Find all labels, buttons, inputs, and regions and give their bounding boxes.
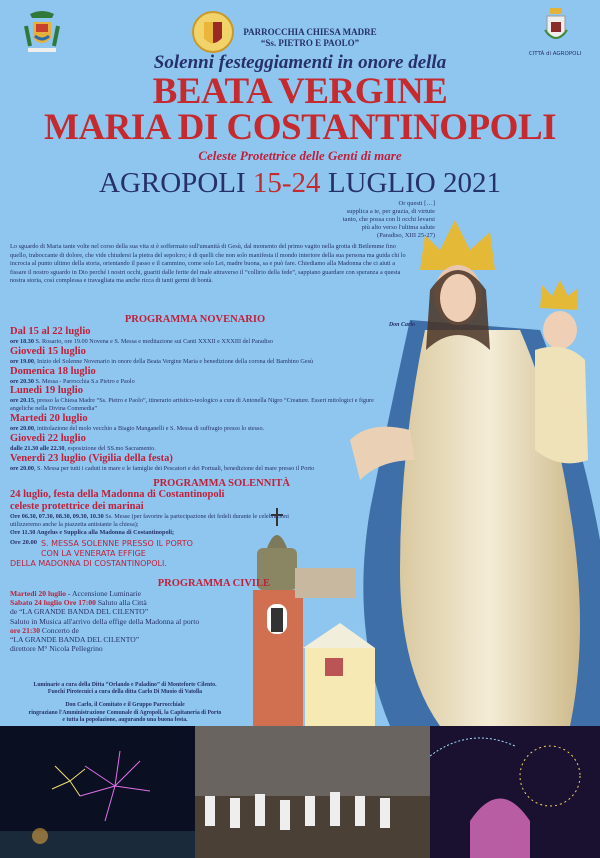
credits-line: e tutta la popolazione, augurando una buona festa. bbox=[62, 716, 188, 723]
title-line-2: MARIA DI COSTANTINOPOLI bbox=[43, 107, 557, 148]
dante-quote bbox=[250, 200, 435, 240]
subtitle: Solenni festeggiamenti in onore della bbox=[153, 52, 447, 73]
novenario-text: , intitolazione del molo vecchio a Biagio Manganelli e S. Messa di suffragio presso lo stesso. bbox=[33, 424, 265, 432]
novenario-item bbox=[10, 366, 380, 386]
novenario-time: ore 20.15 bbox=[10, 397, 34, 405]
title-tagline: Celeste Protettrice delle Genti di mare bbox=[198, 148, 402, 163]
novenario-detail bbox=[10, 465, 380, 473]
novenario-item bbox=[10, 326, 380, 346]
quote-line: Or questi […] bbox=[398, 200, 435, 207]
intro-paragraph: Lo sguardo di Maria tante volte nel corso della sua vita si è soffermato sull'umanità di Gesù, dal momento del primo vagito nella grotta di Betlemme fino quello, traboccante di dolore, che vide chiudersi la pietra del sepolcro; è di quelli che non solo manifesta il mondo interiore della sua persona ma guida chi lo incrocia al punto ultimo della storia, orientando il passo e il cammino, come solo Lei, madre buona, sa e può fare. Chiediamo alla Madonna che ci aiuti a fissare il nostro sguardo in Dio perché i nostri occhi, guariti dalle ferite del male attraverso il “collirio della fede”, sappiano guardare con speranza a questa nostra storia, così complessa e travagliata ma anche ricca di tanti germi di bontà. bbox=[10, 243, 406, 285]
parish-line-2: “Ss. PIETRO E PAOLO” bbox=[260, 38, 360, 48]
novenario-day: Venerdi 23 luglio (Vigilia della festa) bbox=[10, 452, 173, 464]
novenario-text: , Inizio del Solenne Novenario in onore della Beata Vergine Maria e benedizione della corona del Bambino Gesù bbox=[33, 357, 314, 365]
evening-mass bbox=[41, 539, 193, 559]
civile-date: ore 21:30 bbox=[10, 625, 41, 635]
novenario-section bbox=[10, 314, 380, 472]
event-dates bbox=[0, 167, 600, 199]
novenario-item bbox=[10, 346, 380, 366]
evening-line: DELLA MADONNA DI COSTANTINOPOLI. bbox=[10, 559, 167, 569]
solennita-heading: 24 luglio, festa della Madonna di Costantinopoli bbox=[10, 489, 225, 500]
novenario-time: dalle 21.30 alle 22.30 bbox=[10, 444, 65, 452]
civile-text: Concerto de bbox=[40, 625, 79, 635]
credits-line: ringraziano l'Amministrazione Comunale di Agropoli, la Capitaneria di Porto bbox=[28, 709, 222, 716]
novenario-item bbox=[10, 385, 380, 413]
masses-time: Ore 06.30, 07.30, 08.30, 09.30, 10.30 bbox=[10, 513, 104, 520]
civile-text: direttore M° Nicola Pellegrino bbox=[10, 644, 103, 654]
fireworks-photo bbox=[0, 726, 195, 858]
credits bbox=[10, 682, 240, 724]
date-range: 15-24 bbox=[252, 167, 321, 199]
novenario-time: ore 18.30 bbox=[10, 338, 34, 345]
novenario-detail bbox=[10, 338, 380, 346]
novenario-text: , presso la Chiesa Madre “Ss. Pietro e Paolo”, itinerario artistico-teologico a cura di Antonella Nigro “Creature. Esseri mitologici e figure angeliche nella Divina Commedia” bbox=[10, 397, 374, 413]
novenario-day: Giovedi 22 luglio bbox=[10, 432, 86, 444]
novenario-detail bbox=[10, 397, 380, 413]
evening-time: Ore 20.00 bbox=[10, 539, 37, 547]
novenario-text: S. Rosario, ore 19.00 Novena e S. Messa e meditazione sui Canti XXXII e XXXIII del Paradiso bbox=[33, 338, 273, 345]
civile-text: - Accensione Luminarie bbox=[66, 589, 141, 598]
quote-line: più alto verso l'ultima salute bbox=[361, 224, 435, 231]
parish-name bbox=[225, 27, 395, 49]
novenario-detail bbox=[10, 378, 380, 386]
signature: Don Carlo bbox=[388, 322, 415, 328]
photo-strip bbox=[0, 726, 600, 858]
novenario-day: Giovedi 15 luglio bbox=[10, 345, 86, 357]
quote-source: (Paradiso, XIII 25-27) bbox=[377, 232, 435, 239]
city-label: CITTÀ di AGROPOLI bbox=[528, 51, 582, 57]
city-coat-of-arms-icon bbox=[541, 6, 571, 48]
credits-line: Fuochi Pirotecnici a cura della ditta Carlo Di Muoio di Vatolla bbox=[47, 689, 203, 696]
quote-line: supplica a te, per grazia, di virtute bbox=[346, 208, 435, 215]
masses-text: Ss. Messe (per favorire la partecipazione dei fedeli durante le celebrazioni utilizzeremo anche la piazzetta antistante la chiesa); bbox=[10, 513, 289, 528]
evening-line: CON LA VENERATA EFFIGE bbox=[40, 549, 146, 559]
novenario-title: PROGRAMMA NOVENARIO bbox=[124, 314, 266, 325]
novenario-text: S. Messa - Parrocchia S.s Pietro e Paolo bbox=[33, 377, 135, 385]
band-photo bbox=[195, 726, 430, 858]
civile-date: Martedi 20 luglio bbox=[10, 589, 67, 598]
novenario-day: Martedi 20 luglio bbox=[10, 412, 88, 424]
novenario-detail bbox=[10, 358, 380, 366]
civile-section bbox=[10, 578, 270, 653]
novenario-day: Dal 15 al 22 luglio bbox=[10, 326, 91, 337]
novenario-day: Domenica 18 luglio bbox=[10, 365, 96, 377]
month-year: LUGLIO 2021 bbox=[327, 167, 501, 199]
parish-line-1: PARROCCHIA CHIESA MADRE bbox=[243, 27, 377, 37]
angelus-line: Ore 11.30 Angelus e Supplica alla Madonna di Costantinopoli; bbox=[10, 528, 175, 536]
civile-text: Saluto in Musica all'arrivo della effige della Madonna al porto bbox=[10, 616, 200, 626]
credits-line: Luminarie a cura della Ditta “Orlando e Paladino” di Monteforte Cilento. bbox=[33, 682, 217, 688]
civile-date: Sabato 24 luglio Ore 17:00 bbox=[10, 598, 96, 608]
title-line-1: BEATA VERGINE bbox=[152, 71, 448, 112]
luminarie-photo bbox=[430, 726, 600, 858]
diocese-coat-of-arms-icon bbox=[22, 8, 62, 58]
solennita-section bbox=[10, 478, 295, 569]
evening-line: S. MESSA SOLENNE PRESSO IL PORTO bbox=[40, 539, 193, 549]
novenario-time: ore 20.30 bbox=[10, 377, 34, 385]
place: AGROPOLI bbox=[99, 167, 246, 199]
novenario-detail bbox=[10, 445, 380, 453]
civile-text: de “LA GRANDE BANDA DEL CILENTO” bbox=[10, 607, 149, 617]
quote-line: tanto, che possa con li occhi levarsi bbox=[342, 216, 435, 223]
novenario-item bbox=[10, 433, 380, 453]
novenario-time: ore 19.00 bbox=[10, 357, 34, 365]
novenario-text: , esposizione del SS.mo Sacramento. bbox=[64, 444, 156, 452]
novenario-time: ore 20.00 bbox=[10, 464, 34, 472]
novenario-time: ore 20.00 bbox=[10, 424, 34, 432]
novenario-item bbox=[10, 413, 380, 433]
novenario-item bbox=[10, 453, 380, 473]
solennita-title: PROGRAMMA SOLENNITÀ bbox=[153, 478, 290, 489]
civile-text: Saluto alla Città bbox=[95, 598, 147, 608]
solennita-subheading: celeste protettrice dei marinai bbox=[10, 501, 144, 512]
novenario-day: Lunedi 19 luglio bbox=[10, 385, 83, 397]
novenario-text: , S. Messa per tutti i caduti in mare e le famiglie dei Pescatori e dei Portuali, benedizione del mare presso il Porto bbox=[33, 464, 315, 472]
credits-line: Don Carlo, il Comitato e il Gruppo Parrocchiale bbox=[65, 702, 185, 709]
civile-text: “LA GRANDE BANDA DEL CILENTO” bbox=[10, 635, 140, 645]
novenario-detail bbox=[10, 425, 380, 433]
civile-title: PROGRAMMA CIVILE bbox=[157, 578, 270, 589]
